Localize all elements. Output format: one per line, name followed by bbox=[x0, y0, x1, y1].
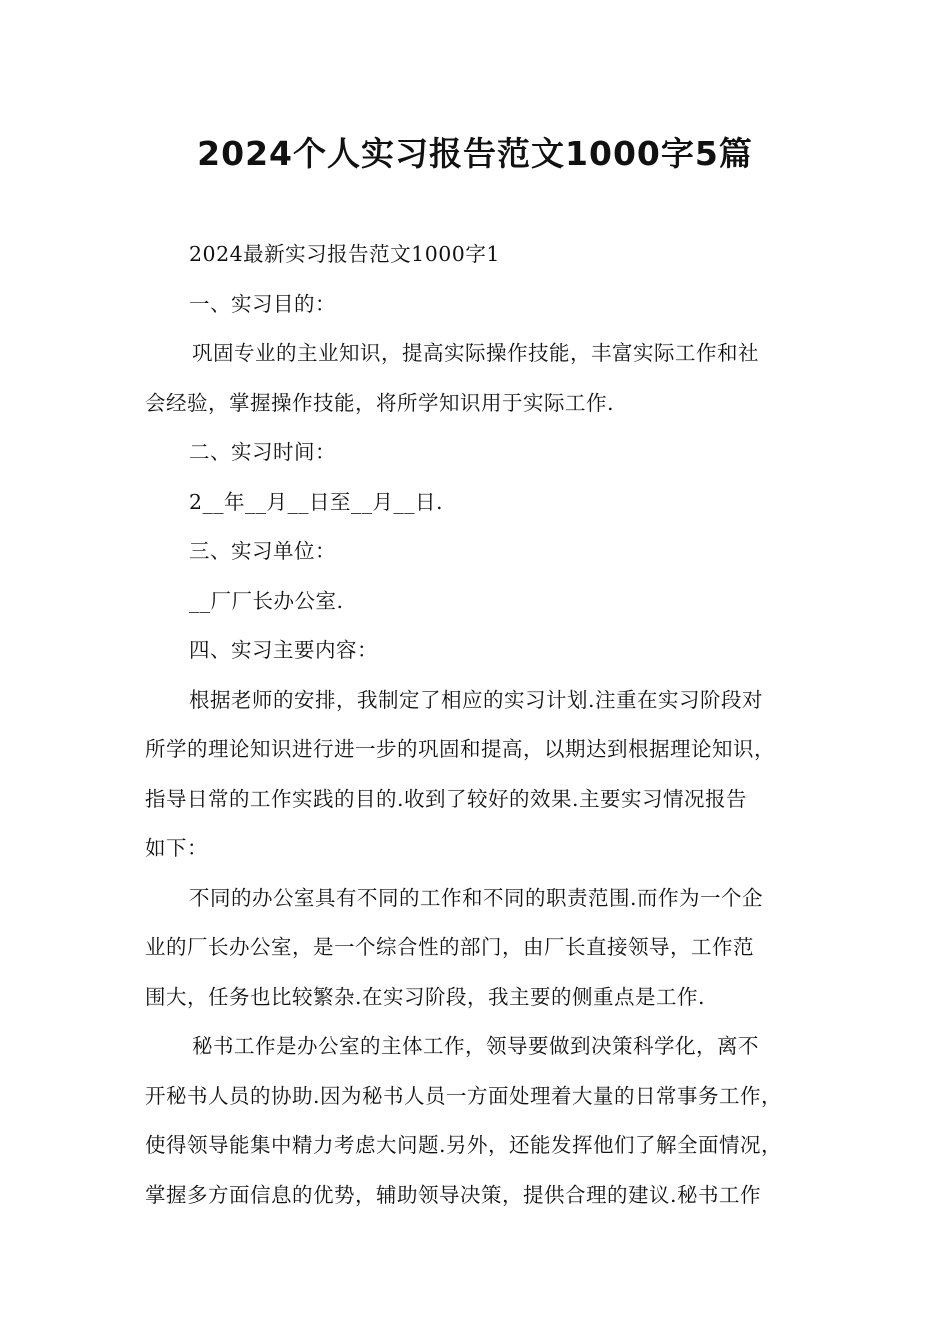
paragraph-line: 会经验，掌握操作技能，将所学知识用于实际工作. bbox=[145, 390, 615, 415]
paragraph-line: 2__年__月__日至__月__日. bbox=[189, 489, 444, 514]
heading-unit: 三、实习单位： bbox=[189, 539, 336, 563]
paragraph-line: 根据老师的安排，我制定了相应的实习计划.注重在实习阶段对 bbox=[189, 687, 764, 712]
paragraph-line: 所学的理论知识进行进一步的巩固和提高，以期达到根据理论知识， bbox=[145, 737, 775, 761]
paragraph-line: 掌握多方面信息的优势，辅助领导决策，提供合理的建议.秘书工作 bbox=[145, 1182, 762, 1207]
paragraph-line: __厂厂长办公室. bbox=[189, 588, 344, 613]
heading-purpose: 一、实习目的： bbox=[189, 291, 336, 316]
paragraph-line: 围大，任务也比较繁杂.在实习阶段，我主要的侧重点是工作. bbox=[145, 984, 706, 1009]
paragraph-line: 开秘书人员的协助.因为秘书人员一方面处理着大量的日常事务工作， bbox=[145, 1083, 783, 1108]
paragraph-line: 巩固专业的主业知识，提高实际操作技能，丰富实际工作和社 bbox=[192, 341, 759, 365]
heading-time: 二、实习时间： bbox=[189, 440, 336, 464]
heading-content: 四、实习主要内容： bbox=[189, 638, 378, 662]
document-title: 2024个人实习报告范文1000字5篇 bbox=[197, 134, 753, 173]
paragraph-line: 秘书工作是办公室的主体工作，领导要做到决策科学化，离不 bbox=[192, 1034, 759, 1058]
paragraph-line: 业的厂长办公室，是一个综合性的部门，由厂长直接领导，工作范 bbox=[145, 935, 754, 959]
paragraph-line: 如下： bbox=[145, 836, 208, 860]
paragraph-line: 指导日常的工作实践的目的.收到了较好的效果.主要实习情况报告 bbox=[145, 786, 748, 811]
paragraph-line: 不同的办公室具有不同的工作和不同的职责范围.而作为一个企 bbox=[189, 885, 764, 910]
document-body bbox=[145, 230, 825, 1220]
paragraph-line: 使得领导能集中精力考虑大问题.另外，还能发挥他们了解全面情况， bbox=[145, 1133, 783, 1157]
section-heading-report-1: 2024最新实习报告范文1000字1 bbox=[189, 242, 500, 266]
